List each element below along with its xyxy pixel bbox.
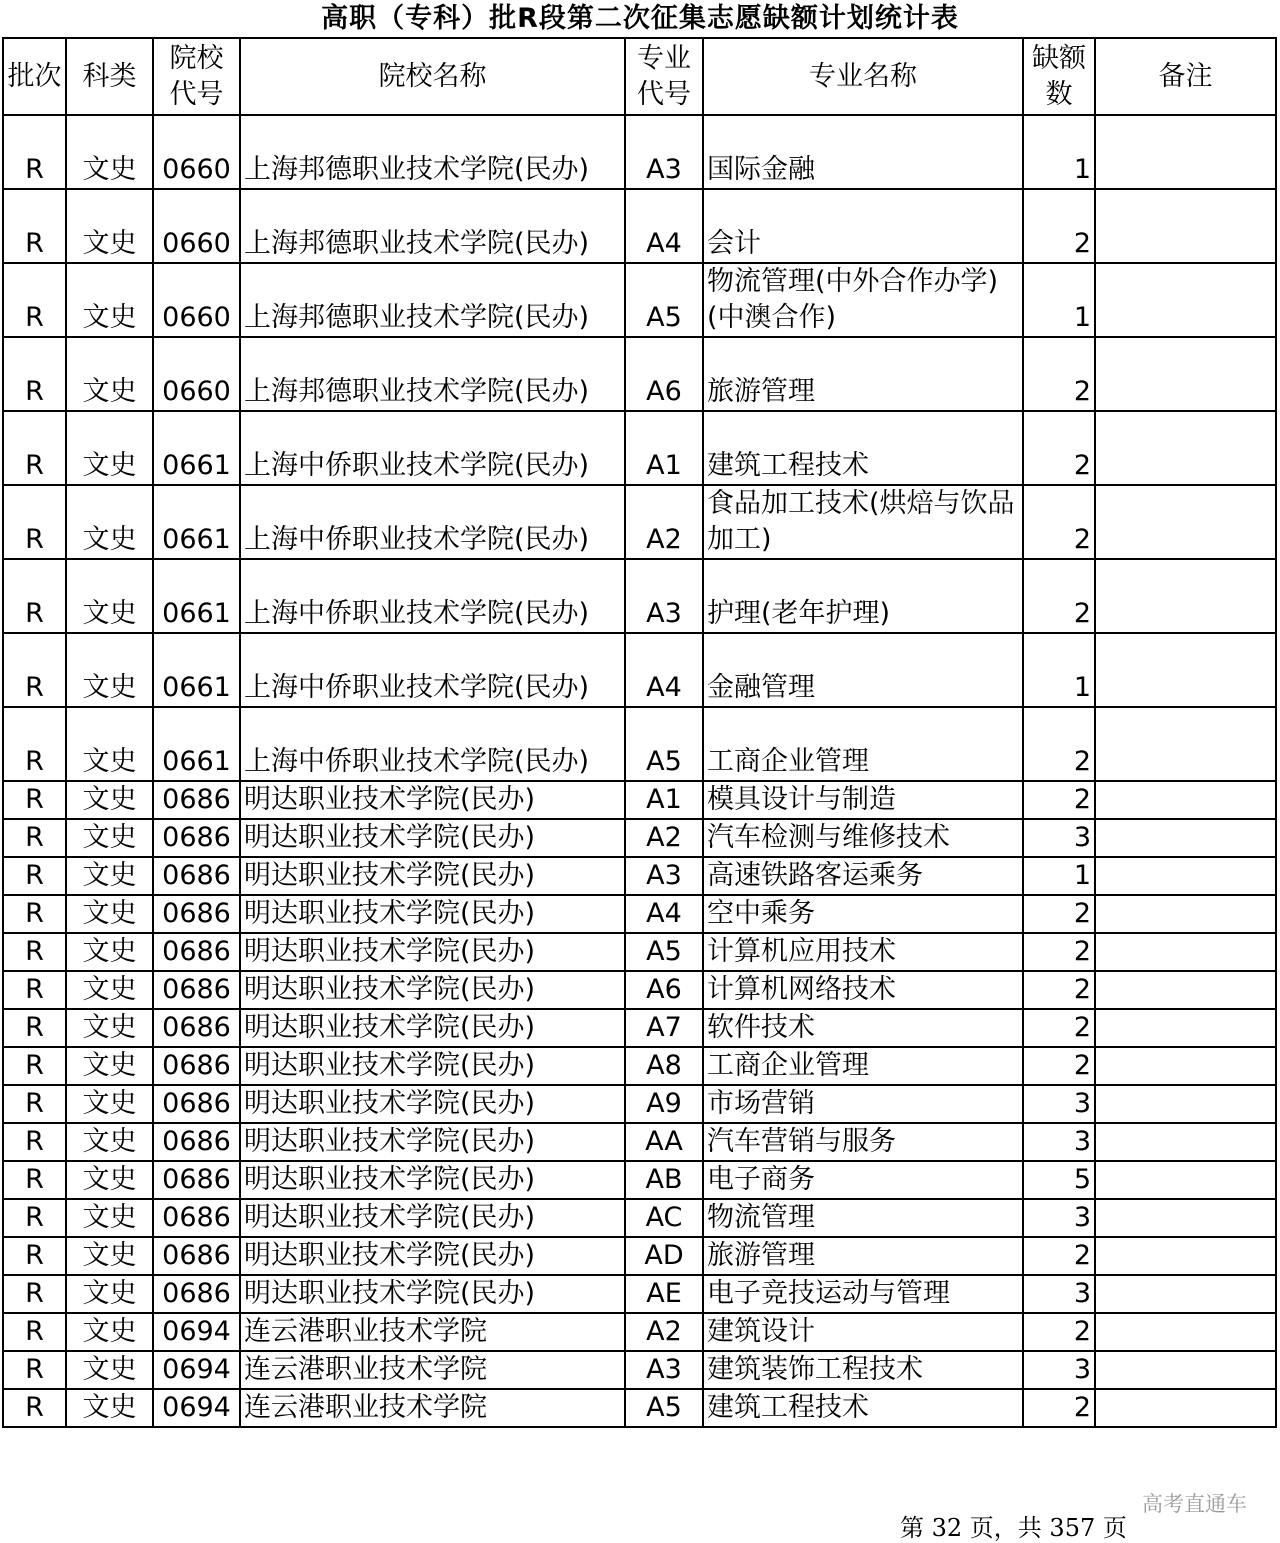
cell-batch: R (3, 559, 66, 633)
cell-major-name: 软件技术 (703, 1009, 1023, 1047)
cell-school-code: 0660 (153, 263, 240, 337)
cell-major-name: 工商企业管理 (703, 707, 1023, 781)
cell-batch: R (3, 1009, 66, 1047)
cell-vacancy: 2 (1023, 707, 1095, 781)
cell-remark (1095, 1161, 1276, 1199)
cell-category: 文史 (66, 971, 153, 1009)
table-row (3, 633, 1276, 707)
cell-batch: R (3, 1161, 66, 1199)
cell-major-name: 旅游管理 (703, 1237, 1023, 1275)
cell-category: 文史 (66, 189, 153, 263)
cell-category: 文史 (66, 1313, 153, 1351)
cell-school-name: 上海邦德职业技术学院(民办) (240, 115, 625, 189)
cell-school-code: 0694 (153, 1351, 240, 1389)
cell-school-code: 0661 (153, 707, 240, 781)
table-row (3, 1085, 1276, 1123)
cell-category: 文史 (66, 933, 153, 971)
cell-category: 文史 (66, 115, 153, 189)
cell-vacancy: 3 (1023, 1275, 1095, 1313)
cell-major-code: A1 (625, 781, 703, 819)
cell-school-code: 0686 (153, 1275, 240, 1313)
cell-batch: R (3, 1275, 66, 1313)
cell-school-name: 明达职业技术学院(民办) (240, 971, 625, 1009)
header-vacancy: 缺额数 (1023, 38, 1095, 115)
table-row (3, 895, 1276, 933)
cell-remark (1095, 1199, 1276, 1237)
cell-vacancy: 2 (1023, 781, 1095, 819)
cell-school-code: 0660 (153, 115, 240, 189)
cell-vacancy: 2 (1023, 411, 1095, 485)
cell-major-name: 电子竞技运动与管理 (703, 1275, 1023, 1313)
cell-major-name: 建筑工程技术 (703, 411, 1023, 485)
cell-vacancy: 1 (1023, 115, 1095, 189)
cell-remark (1095, 1313, 1276, 1351)
cell-category: 文史 (66, 411, 153, 485)
cell-remark (1095, 1351, 1276, 1389)
cell-major-name: 建筑工程技术 (703, 1389, 1023, 1427)
cell-major-name: 建筑设计 (703, 1313, 1023, 1351)
cell-vacancy: 2 (1023, 337, 1095, 411)
cell-remark (1095, 1275, 1276, 1313)
cell-batch: R (3, 781, 66, 819)
cell-category: 文史 (66, 1009, 153, 1047)
cell-major-name: 会计 (703, 189, 1023, 263)
cell-category: 文史 (66, 559, 153, 633)
cell-category: 文史 (66, 707, 153, 781)
cell-major-name: 国际金融 (703, 115, 1023, 189)
cell-batch: R (3, 707, 66, 781)
table-row (3, 189, 1276, 263)
cell-remark (1095, 559, 1276, 633)
cell-batch: R (3, 1123, 66, 1161)
cell-major-code: A4 (625, 633, 703, 707)
cell-vacancy: 1 (1023, 857, 1095, 895)
cell-vacancy: 2 (1023, 1237, 1095, 1275)
cell-school-name: 连云港职业技术学院 (240, 1389, 625, 1427)
cell-vacancy: 5 (1023, 1161, 1095, 1199)
cell-vacancy: 2 (1023, 895, 1095, 933)
cell-school-code: 0686 (153, 1123, 240, 1161)
cell-school-name: 明达职业技术学院(民办) (240, 819, 625, 857)
cell-major-code: A2 (625, 819, 703, 857)
cell-remark (1095, 1085, 1276, 1123)
cell-school-name: 上海邦德职业技术学院(民办) (240, 337, 625, 411)
cell-school-code: 0686 (153, 1199, 240, 1237)
cell-major-name: 高速铁路客运乘务 (703, 857, 1023, 895)
cell-school-name: 上海中侨职业技术学院(民办) (240, 707, 625, 781)
table-row (3, 559, 1276, 633)
table-row (3, 819, 1276, 857)
cell-school-name: 明达职业技术学院(民办) (240, 1199, 625, 1237)
cell-school-code: 0686 (153, 1237, 240, 1275)
cell-vacancy: 3 (1023, 1123, 1095, 1161)
cell-vacancy: 2 (1023, 559, 1095, 633)
cell-category: 文史 (66, 1085, 153, 1123)
table-row (3, 933, 1276, 971)
cell-major-code: A7 (625, 1009, 703, 1047)
table-row (3, 707, 1276, 781)
cell-batch: R (3, 1199, 66, 1237)
cell-school-code: 0660 (153, 189, 240, 263)
cell-major-name: 汽车营销与服务 (703, 1123, 1023, 1161)
cell-remark (1095, 337, 1276, 411)
cell-school-code: 0686 (153, 781, 240, 819)
cell-remark (1095, 411, 1276, 485)
cell-school-name: 明达职业技术学院(民办) (240, 1009, 625, 1047)
table-header-row (3, 38, 1276, 115)
cell-school-code: 0661 (153, 411, 240, 485)
table-row (3, 971, 1276, 1009)
cell-vacancy: 2 (1023, 1047, 1095, 1085)
cell-vacancy: 2 (1023, 1389, 1095, 1427)
cell-major-code: A3 (625, 857, 703, 895)
cell-major-code: A4 (625, 895, 703, 933)
cell-batch: R (3, 857, 66, 895)
cell-category: 文史 (66, 263, 153, 337)
cell-school-name: 明达职业技术学院(民办) (240, 1085, 625, 1123)
cell-batch: R (3, 189, 66, 263)
cell-major-name: 旅游管理 (703, 337, 1023, 411)
cell-category: 文史 (66, 895, 153, 933)
cell-batch: R (3, 411, 66, 485)
table-row (3, 1009, 1276, 1047)
cell-batch: R (3, 1313, 66, 1351)
cell-major-code: A9 (625, 1085, 703, 1123)
cell-school-name: 上海中侨职业技术学院(民办) (240, 559, 625, 633)
cell-major-name: 计算机网络技术 (703, 971, 1023, 1009)
cell-vacancy: 2 (1023, 1009, 1095, 1047)
cell-major-code: A5 (625, 1389, 703, 1427)
table-row (3, 115, 1276, 189)
cell-batch: R (3, 633, 66, 707)
table-row (3, 781, 1276, 819)
cell-major-name: 模具设计与制造 (703, 781, 1023, 819)
cell-remark (1095, 1389, 1276, 1427)
cell-major-code: A2 (625, 1313, 703, 1351)
cell-major-code: A8 (625, 1047, 703, 1085)
cell-category: 文史 (66, 1199, 153, 1237)
cell-major-name: 电子商务 (703, 1161, 1023, 1199)
cell-major-name: 建筑装饰工程技术 (703, 1351, 1023, 1389)
cell-school-name: 明达职业技术学院(民办) (240, 1237, 625, 1275)
cell-batch: R (3, 1389, 66, 1427)
cell-batch: R (3, 1047, 66, 1085)
cell-major-name: 护理(老年护理) (703, 559, 1023, 633)
cell-major-name: 市场营销 (703, 1085, 1023, 1123)
cell-remark (1095, 895, 1276, 933)
cell-remark (1095, 1123, 1276, 1161)
cell-major-code: AE (625, 1275, 703, 1313)
cell-batch: R (3, 895, 66, 933)
cell-remark (1095, 263, 1276, 337)
cell-remark (1095, 781, 1276, 819)
cell-school-code: 0694 (153, 1389, 240, 1427)
cell-batch: R (3, 115, 66, 189)
watermark: 高考直通车 (1142, 1492, 1247, 1516)
cell-major-code: A5 (625, 933, 703, 971)
cell-vacancy: 2 (1023, 1313, 1095, 1351)
cell-category: 文史 (66, 1237, 153, 1275)
cell-school-name: 上海邦德职业技术学院(民办) (240, 263, 625, 337)
cell-major-code: A3 (625, 559, 703, 633)
cell-major-code: A2 (625, 485, 703, 559)
cell-category: 文史 (66, 633, 153, 707)
cell-school-code: 0660 (153, 337, 240, 411)
cell-remark (1095, 857, 1276, 895)
cell-remark (1095, 115, 1276, 189)
cell-major-name: 计算机应用技术 (703, 933, 1023, 971)
cell-major-code: AC (625, 1199, 703, 1237)
cell-batch: R (3, 337, 66, 411)
table-row (3, 1275, 1276, 1313)
cell-school-name: 上海中侨职业技术学院(民办) (240, 485, 625, 559)
cell-major-code: AA (625, 1123, 703, 1161)
cell-remark (1095, 189, 1276, 263)
cell-school-name: 明达职业技术学院(民办) (240, 933, 625, 971)
cell-vacancy: 2 (1023, 971, 1095, 1009)
cell-school-name: 明达职业技术学院(民办) (240, 1123, 625, 1161)
table-row (3, 1161, 1276, 1199)
cell-remark (1095, 971, 1276, 1009)
cell-batch: R (3, 1351, 66, 1389)
table-row (3, 1237, 1276, 1275)
cell-major-name: 物流管理 (703, 1199, 1023, 1237)
cell-major-code: A4 (625, 189, 703, 263)
cell-school-name: 明达职业技术学院(民办) (240, 857, 625, 895)
header-category: 科类 (66, 38, 153, 115)
cell-category: 文史 (66, 1389, 153, 1427)
vacancy-table (2, 37, 1277, 1428)
cell-batch: R (3, 819, 66, 857)
cell-school-name: 明达职业技术学院(民办) (240, 895, 625, 933)
cell-vacancy: 3 (1023, 1199, 1095, 1237)
cell-remark (1095, 707, 1276, 781)
cell-vacancy: 1 (1023, 633, 1095, 707)
cell-school-code: 0661 (153, 559, 240, 633)
table-body (3, 115, 1276, 1427)
cell-school-code: 0686 (153, 819, 240, 857)
table-row (3, 1047, 1276, 1085)
cell-school-code: 0661 (153, 633, 240, 707)
cell-major-code: A6 (625, 337, 703, 411)
cell-major-name: 食品加工技术(烘焙与饮品加工) (703, 485, 1023, 559)
cell-school-name: 上海中侨职业技术学院(民办) (240, 633, 625, 707)
cell-school-code: 0686 (153, 933, 240, 971)
cell-category: 文史 (66, 1275, 153, 1313)
cell-batch: R (3, 1237, 66, 1275)
cell-category: 文史 (66, 819, 153, 857)
cell-major-name: 汽车检测与维修技术 (703, 819, 1023, 857)
cell-major-code: A3 (625, 1351, 703, 1389)
table-row (3, 1199, 1276, 1237)
header-remark: 备注 (1095, 38, 1276, 115)
cell-category: 文史 (66, 1351, 153, 1389)
cell-batch: R (3, 933, 66, 971)
header-batch: 批次 (3, 38, 66, 115)
cell-major-code: A3 (625, 115, 703, 189)
cell-school-name: 明达职业技术学院(民办) (240, 1161, 625, 1199)
cell-category: 文史 (66, 1047, 153, 1085)
cell-category: 文史 (66, 781, 153, 819)
cell-batch: R (3, 1085, 66, 1123)
header-school-name: 院校名称 (240, 38, 625, 115)
cell-school-code: 0686 (153, 1047, 240, 1085)
cell-vacancy: 3 (1023, 1085, 1095, 1123)
cell-school-code: 0686 (153, 895, 240, 933)
table-row (3, 337, 1276, 411)
cell-remark (1095, 1009, 1276, 1047)
table-row (3, 857, 1276, 895)
cell-vacancy: 2 (1023, 189, 1095, 263)
cell-category: 文史 (66, 485, 153, 559)
cell-category: 文史 (66, 1161, 153, 1199)
cell-major-name: 空中乘务 (703, 895, 1023, 933)
cell-major-code: A5 (625, 263, 703, 337)
cell-school-code: 0661 (153, 485, 240, 559)
table-row (3, 1389, 1276, 1427)
cell-remark (1095, 485, 1276, 559)
page-title: 高职（专科）批R段第二次征集志愿缺额计划统计表 (321, 3, 959, 34)
cell-major-name: 金融管理 (703, 633, 1023, 707)
cell-school-code: 0694 (153, 1313, 240, 1351)
cell-batch: R (3, 485, 66, 559)
cell-category: 文史 (66, 1123, 153, 1161)
cell-school-name: 连云港职业技术学院 (240, 1351, 625, 1389)
cell-school-code: 0686 (153, 857, 240, 895)
cell-major-code: AD (625, 1237, 703, 1275)
cell-remark (1095, 933, 1276, 971)
header-major-name: 专业名称 (703, 38, 1023, 115)
cell-category: 文史 (66, 337, 153, 411)
cell-school-name: 连云港职业技术学院 (240, 1313, 625, 1351)
header-major-code: 专业代号 (625, 38, 703, 115)
cell-vacancy: 3 (1023, 819, 1095, 857)
cell-vacancy: 1 (1023, 263, 1095, 337)
cell-category: 文史 (66, 857, 153, 895)
cell-school-name: 明达职业技术学院(民办) (240, 781, 625, 819)
cell-school-name: 明达职业技术学院(民办) (240, 1275, 625, 1313)
cell-school-name: 上海邦德职业技术学院(民办) (240, 189, 625, 263)
cell-vacancy: 3 (1023, 1351, 1095, 1389)
page-number: 第 32 页，共 357 页 (900, 1514, 1127, 1542)
cell-school-name: 明达职业技术学院(民办) (240, 1047, 625, 1085)
cell-major-code: A5 (625, 707, 703, 781)
cell-major-name: 工商企业管理 (703, 1047, 1023, 1085)
cell-major-code: AB (625, 1161, 703, 1199)
cell-school-name: 上海中侨职业技术学院(民办) (240, 411, 625, 485)
cell-school-code: 0686 (153, 1009, 240, 1047)
table-row (3, 411, 1276, 485)
table-row (3, 1313, 1276, 1351)
cell-remark (1095, 633, 1276, 707)
cell-school-code: 0686 (153, 1085, 240, 1123)
cell-vacancy: 2 (1023, 933, 1095, 971)
cell-batch: R (3, 971, 66, 1009)
table-row (3, 263, 1276, 337)
cell-major-name: 物流管理(中外合作办学)(中澳合作) (703, 263, 1023, 337)
cell-major-code: A6 (625, 971, 703, 1009)
cell-major-code: A1 (625, 411, 703, 485)
table-row (3, 1123, 1276, 1161)
cell-vacancy: 2 (1023, 485, 1095, 559)
cell-school-code: 0686 (153, 1161, 240, 1199)
cell-remark (1095, 819, 1276, 857)
cell-school-code: 0686 (153, 971, 240, 1009)
cell-remark (1095, 1237, 1276, 1275)
cell-remark (1095, 1047, 1276, 1085)
table-row (3, 1351, 1276, 1389)
table-row (3, 485, 1276, 559)
header-school-code: 院校代号 (153, 38, 240, 115)
cell-batch: R (3, 263, 66, 337)
